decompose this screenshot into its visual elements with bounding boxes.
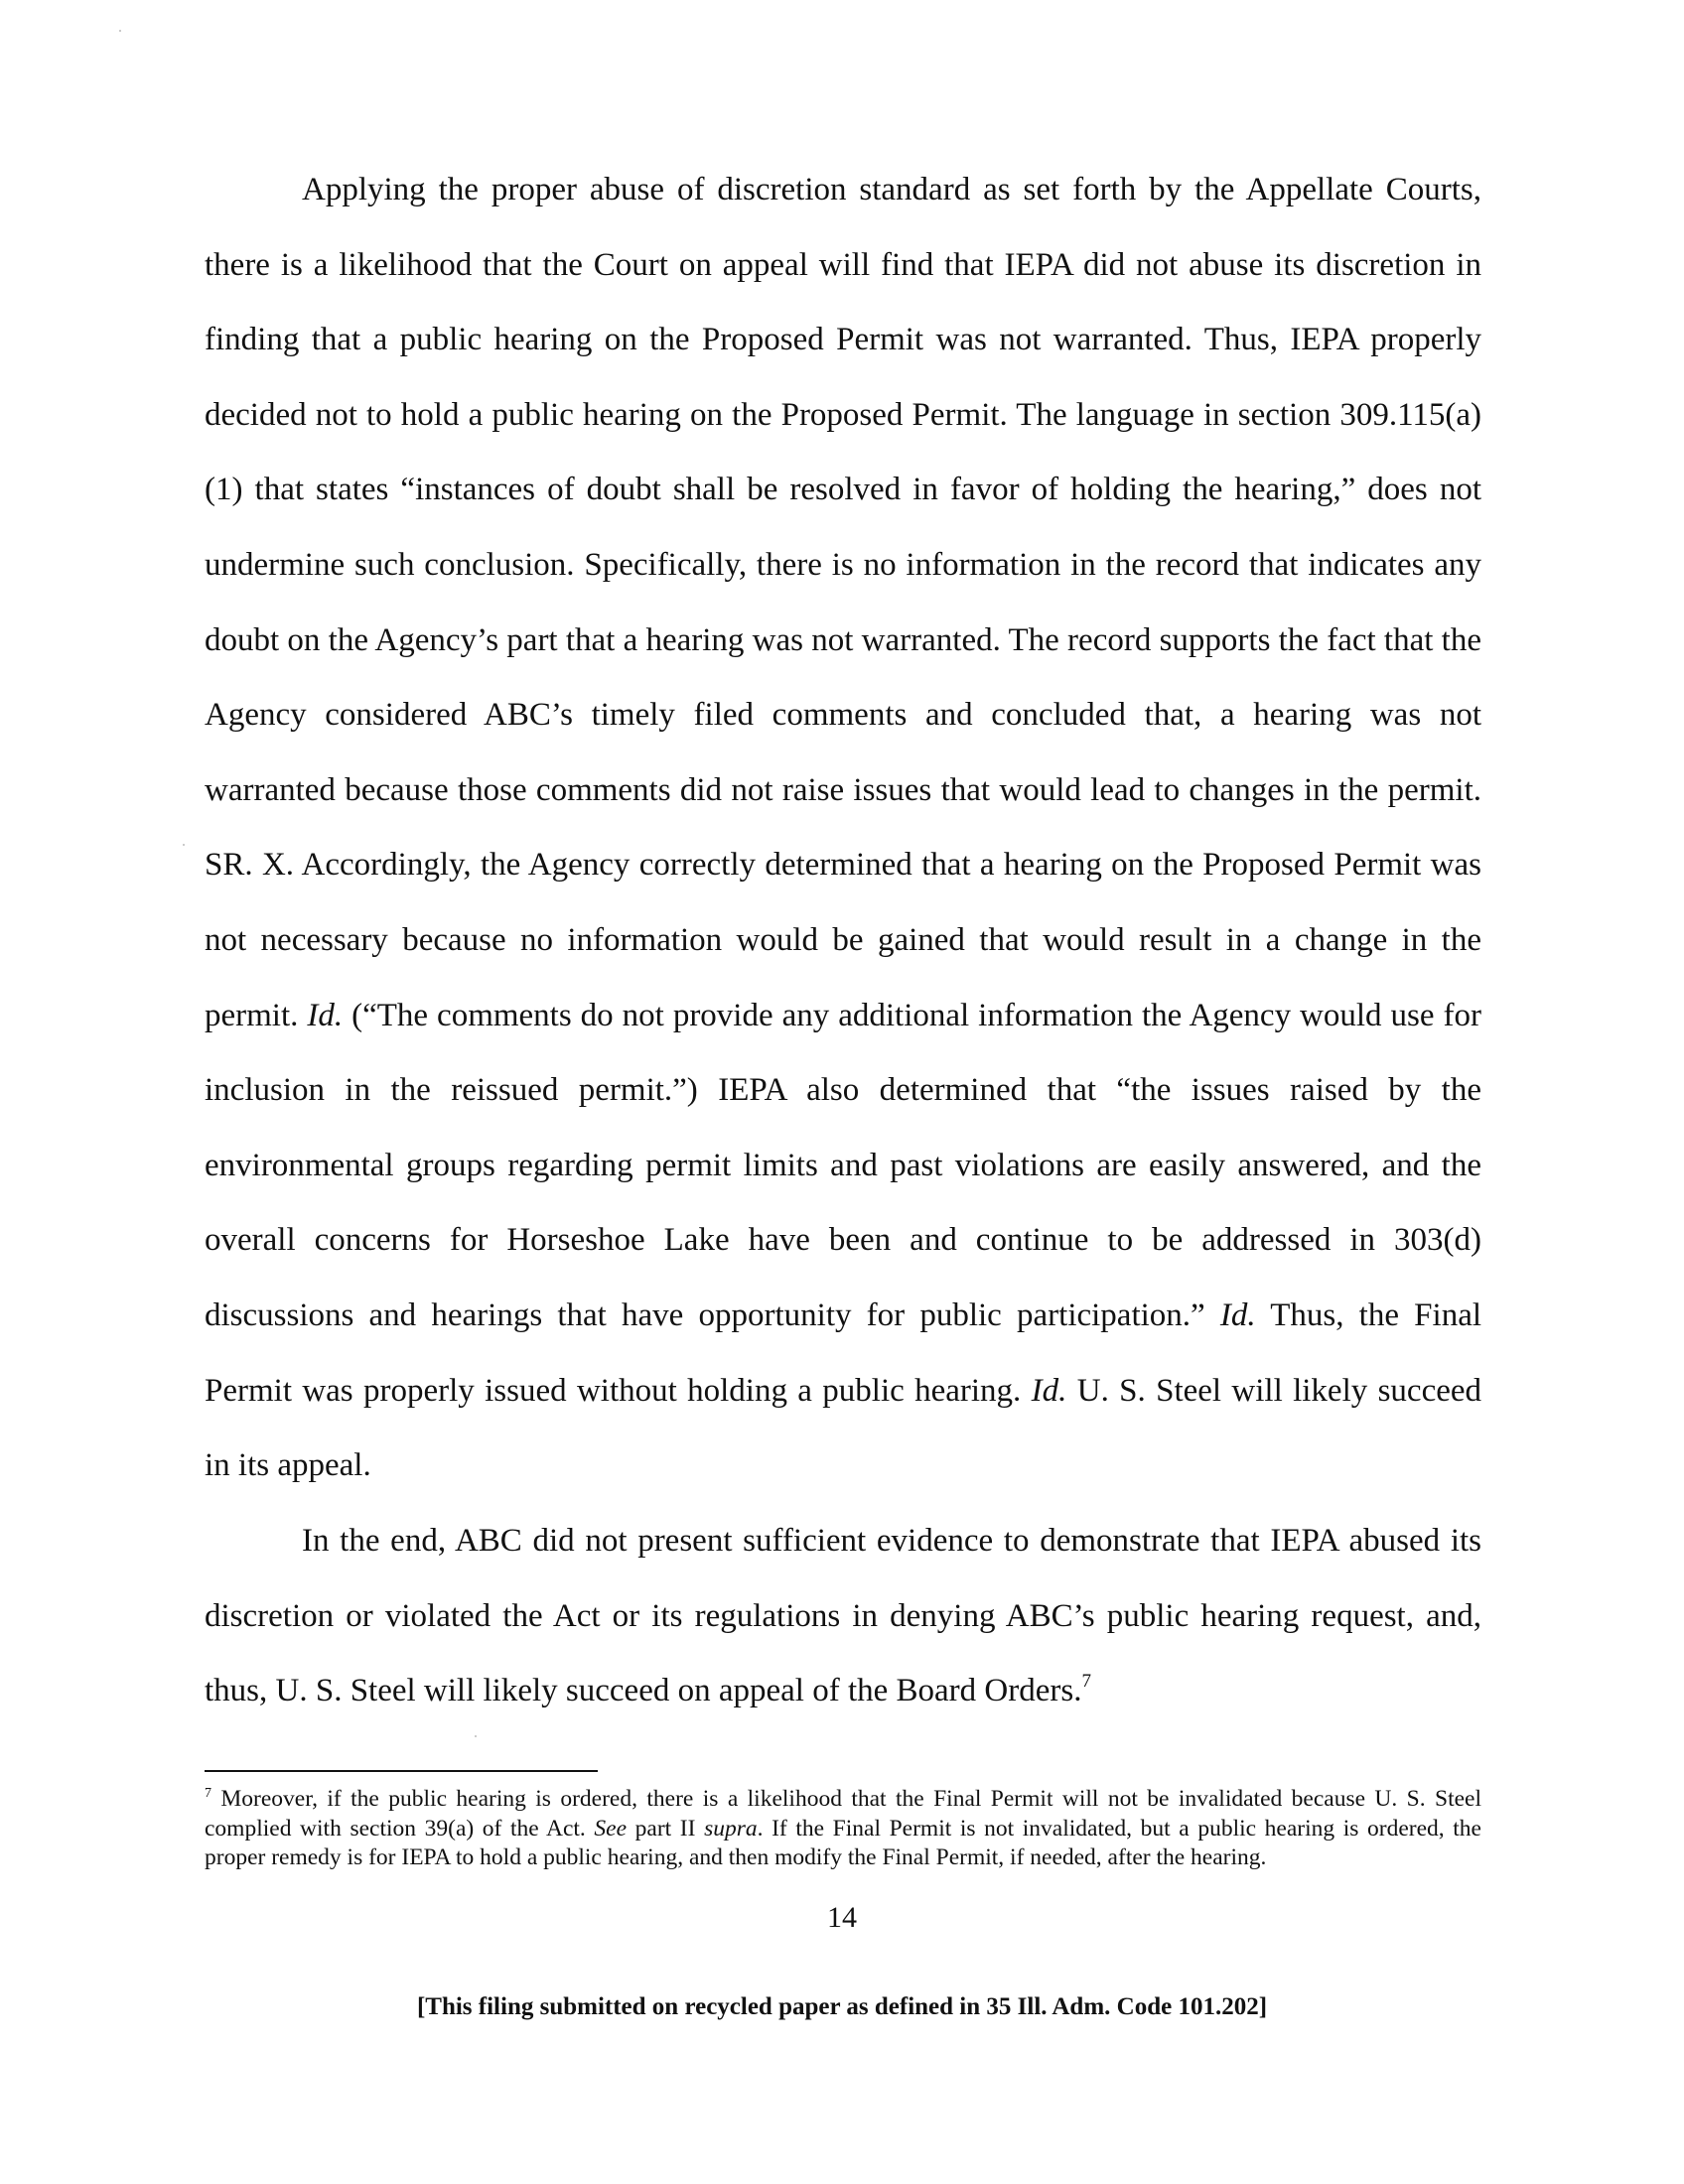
paragraph-text: Thus, the Final Permit was properly issued without holding a public hearing. bbox=[205, 1297, 1482, 1409]
citation-id: Id. bbox=[1219, 1297, 1256, 1333]
footnote-divider bbox=[205, 1770, 598, 1772]
citation-id: Id. bbox=[307, 997, 344, 1033]
scan-speck bbox=[119, 30, 121, 32]
paragraph-text: U. S. Steel will likely succeed in its appeal. bbox=[205, 1372, 1482, 1484]
scan-speck bbox=[183, 844, 185, 846]
footnote bbox=[205, 1785, 1481, 1873]
citation-id: Id. bbox=[1031, 1372, 1067, 1409]
footnote-marker: 7 bbox=[205, 1786, 211, 1801]
footnote-text: . If the Final Permit is not invalidated, but a public hearing is ordered, the proper remedy is for IEPA to hold a public hearing, and then modify the Final Permit, if needed, after the hearing. bbox=[205, 1815, 1481, 1870]
paragraph-text: (“The comments do not provide any additional information the Agency would use for inclusion in the reissued permit.”) IEPA also determined that “the issues raised by the environmental groups regarding permit limits and past violations are easily answered, and the overall concerns for Horseshoe Lake have been and continue to be addressed in 303(d) discussions and hearings that have opportunity for public participation.” bbox=[205, 997, 1481, 1333]
footnote-reference: 7 bbox=[1081, 1671, 1091, 1693]
body-paragraph-1 bbox=[205, 153, 1481, 1504]
paragraph-text: Applying the proper abuse of discretion standard as set forth by the Appellate Courts, there is a likelihood that the Court on appeal will find that IEPA did not abuse its discretion in finding that a public hearing on the Proposed Permit was not warranted. Thus, IEPA properly decided not to hold a public hearing on the Proposed Permit. The language in section 309.115(a)(1) that states “instances of doubt shall be resolved in favor of holding the hearing,” does not undermine such conclusion. Specifically, there is no information in the record that indicates any doubt on the Agency’s part that a hearing was not warranted. The record supports the fact that the Agency considered ABC’s timely filed comments and concluded that, a hearing was not warranted because those comments did not raise issues that would lead to changes in the permit. SR. X. Accordingly, the Agency correctly determined that a hearing on the Proposed Permit was not necessary because no information would be gained that would result in a change in the permit. bbox=[205, 172, 1481, 1033]
footnote-signal: supra bbox=[704, 1815, 758, 1842]
footnote-signal: See bbox=[594, 1815, 628, 1842]
body-paragraph-2 bbox=[205, 1504, 1481, 1729]
page-number: 14 bbox=[827, 1901, 857, 1934]
footnote-text: part II bbox=[627, 1815, 705, 1842]
paragraph-text: In the end, ABC did not present sufficient evidence to demonstrate that IEPA abused its discretion or violated the Act or its regulations in denying ABC’s public hearing request, and, thus, U. S. Steel will likely succeed on appeal of the Board Orders. bbox=[205, 1523, 1481, 1709]
recycled-paper-notice: [This filing submitted on recycled paper as defined in 35 Ill. Adm. Code 101.202] bbox=[416, 1993, 1268, 2020]
scan-speck bbox=[475, 1735, 477, 1737]
footnote-text: Moreover, if the public hearing is ordered, there is a likelihood that the Final Permit will not be invalidated because U. S. Steel complied with section 39(a) of the Act. bbox=[205, 1786, 1481, 1842]
